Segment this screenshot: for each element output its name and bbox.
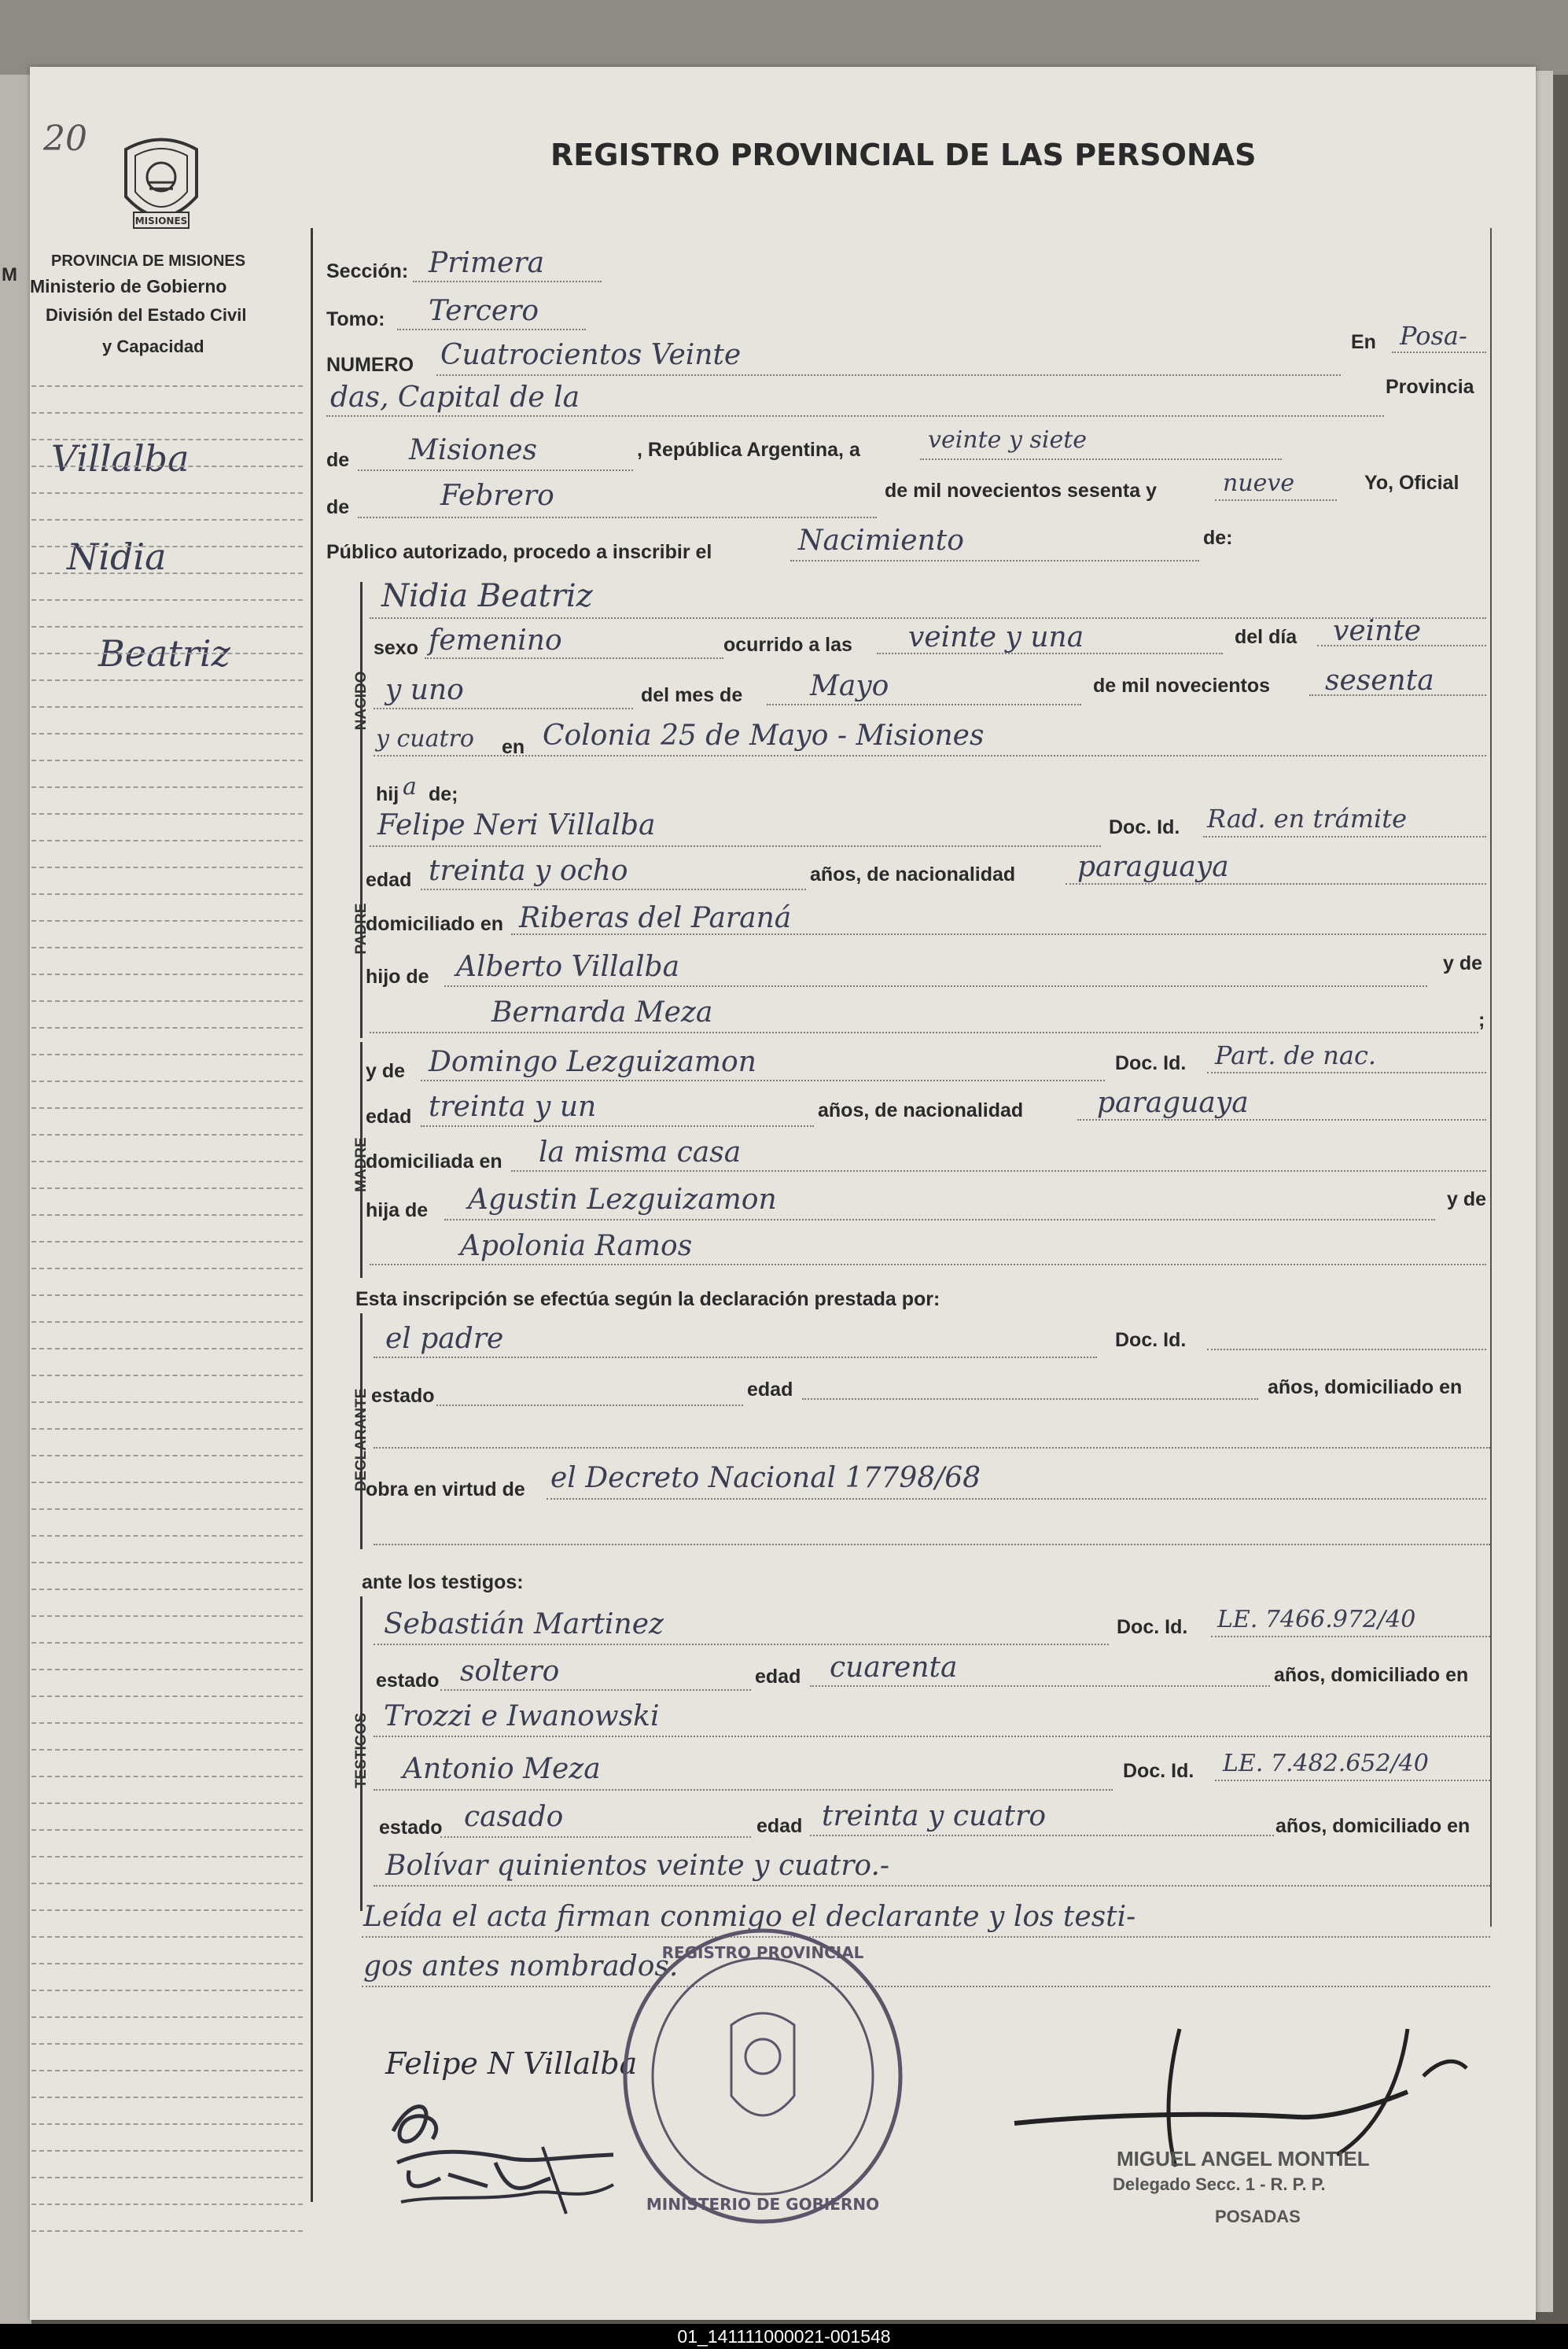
testigo2-domic-line: [374, 1885, 1490, 1887]
testigo1-anos-label: años, domiciliado en: [1274, 1664, 1469, 1686]
madre-nombre-value: Domingo Lezguizamon: [429, 1046, 756, 1078]
mes-nac-value: Mayo: [810, 670, 889, 702]
madre-hija-label: hija de: [366, 1199, 429, 1221]
testigo2-edad-line: [810, 1835, 1274, 1836]
padre-edad-line: [421, 889, 806, 890]
dia-inscr-line: [920, 458, 1282, 460]
declarante-domic-line: [374, 1447, 1490, 1449]
margin-rule-line: [31, 1081, 303, 1082]
nombre-value: Nidia Beatriz: [381, 578, 593, 614]
republica-label: , República Argentina, a: [637, 439, 860, 461]
column-divider: [311, 228, 313, 2202]
cierre-line-2: [362, 1986, 1490, 1987]
margin-rule-line: [31, 653, 303, 654]
dia-nac-value-1: veinte: [1333, 615, 1422, 647]
testigo1-estado-line: [440, 1689, 751, 1691]
margin-middle-name: Beatriz: [98, 632, 230, 675]
testigo1-doc-line: [1211, 1636, 1490, 1637]
margin-rule-line: [31, 1562, 303, 1563]
margin-rule-line: [31, 1936, 303, 1938]
padre-domicilio-label: domiciliado en: [366, 913, 504, 935]
seccion-line: [413, 281, 602, 282]
obra-line-2: [374, 1544, 1490, 1545]
margin-rule-line: [31, 2016, 303, 2018]
tomo-value: Tercero: [429, 295, 539, 327]
margin-rule-line: [31, 1883, 303, 1884]
binder-edge: [0, 75, 31, 2324]
margin-rule-line: [31, 1990, 303, 1991]
madre-nac-value: paraguaya: [1097, 1087, 1249, 1119]
numero-label: NUMERO: [326, 354, 414, 376]
hij-suffix-value: a: [403, 773, 417, 801]
margin-rule-line: [31, 1348, 303, 1349]
provincia-label: Provincia: [1386, 376, 1474, 398]
testigo1-doc-label: Doc. Id.: [1117, 1616, 1188, 1638]
margin-rule-line: [31, 2043, 303, 2045]
padre-semicolon: ;: [1478, 1009, 1485, 1031]
margin-rule-line: [31, 385, 303, 387]
inscripcion-label: Esta inscripción se efectúa según la declaración prestada por:: [355, 1288, 940, 1310]
padre-madre-line: [370, 1032, 1478, 1033]
page-stack-edge: [1536, 71, 1553, 2312]
margin-rule-line: [31, 1401, 303, 1403]
crest-text: MISIONES: [134, 215, 188, 226]
testigo2-value: Antonio Meza: [403, 1753, 601, 1785]
testigo1-line: [374, 1644, 1109, 1645]
margin-rule-line: [31, 519, 303, 521]
witness-signatures: [377, 2084, 645, 2226]
margin-rule-line: [31, 1615, 303, 1617]
acto-value: Nacimiento: [798, 525, 964, 557]
margin-rule-line: [31, 1802, 303, 1804]
testigo1-edad-label: edad: [755, 1666, 801, 1688]
margin-rule-line: [31, 920, 303, 922]
declarante-doc-line: [1207, 1349, 1486, 1350]
testigo2-anos-label: años, domiciliado en: [1275, 1815, 1470, 1837]
madre-domicilio-line: [511, 1170, 1486, 1172]
margin-rule-line: [31, 2177, 303, 2178]
margin-rule-line: [31, 1027, 303, 1029]
margin-rule-line: [31, 2204, 303, 2205]
declarante-estado-label: estado: [371, 1385, 435, 1407]
cierre-value-1: Leída el acta firman conmigo el declarante y los testi-: [363, 1901, 1136, 1933]
margin-rule-line: [31, 412, 303, 414]
madre-edad-line: [421, 1125, 814, 1127]
margin-rule-line: [31, 1000, 303, 1002]
margin-rule-line: [31, 1776, 303, 1777]
anio-inscr-value: nueve: [1223, 469, 1295, 497]
declarante-value: el padre: [385, 1323, 504, 1355]
document-title: REGISTRO PROVINCIAL DE LAS PERSONAS: [550, 138, 1257, 172]
testigo1-estado-value: soltero: [460, 1655, 560, 1688]
testigo1-domic-line: [374, 1736, 1490, 1737]
numero-value: Cuatrocientos Veinte: [440, 339, 742, 371]
ante-testigos-label: ante los testigos:: [362, 1571, 524, 1593]
margin-rule-line: [31, 626, 303, 628]
anio-nac-value-2: y cuatro: [376, 725, 474, 753]
nombre-line: [370, 617, 1486, 619]
margin-rule-line: [31, 1508, 303, 1510]
madre-doc-line: [1207, 1072, 1486, 1073]
madre-nombre-line: [421, 1080, 1105, 1081]
declarante-edad-line: [802, 1398, 1258, 1400]
yo-oficial-label: Yo, Oficial: [1364, 472, 1459, 494]
background-fabric: [0, 0, 1568, 75]
dia-nac-line-2: [374, 708, 633, 709]
margin-rule-line: [31, 1909, 303, 1911]
margin-rule-line: [31, 2150, 303, 2152]
testigo1-value: Sebastián Martinez: [384, 1608, 664, 1640]
margin-rule-line: [31, 1535, 303, 1537]
stamp-text-top: REGISTRO PROVINCIAL: [661, 1943, 864, 1962]
official-stamp: [613, 1923, 912, 2229]
margin-rule-line: [31, 1161, 303, 1162]
testigo2-estado-value: casado: [464, 1801, 564, 1833]
margin-rule-line: [31, 679, 303, 681]
declarante-line: [374, 1357, 1097, 1358]
tomo-line: [397, 329, 586, 330]
org-line-2: Ministerio de Gobierno: [30, 276, 227, 296]
padre-doc-line: [1203, 836, 1486, 838]
madre-nac-line: [1077, 1119, 1486, 1121]
margin-rule-line: [31, 1241, 303, 1243]
cierre-line-1: [362, 1936, 1490, 1938]
margin-rule-line: [31, 1107, 303, 1109]
anio-inscr-line: [1215, 499, 1337, 501]
padre-domicilio-value: Riberas del Paraná: [519, 902, 792, 934]
mes-inscr-line: [358, 517, 877, 518]
margin-rule-line: [31, 1482, 303, 1483]
testigo2-doc-value: LE. 7.482.652/40: [1223, 1750, 1429, 1777]
file-name-footer: 01_141111000021-001548: [0, 2324, 1568, 2349]
padre-hijo-label: hijo de: [366, 966, 429, 988]
padre-nombre-line: [370, 845, 1101, 847]
provincia-line: [358, 469, 633, 471]
testigo2-doc-line: [1215, 1780, 1490, 1781]
page-number: 20: [43, 119, 87, 159]
hora-value: veinte y una: [908, 621, 1084, 654]
madre-madre-value: Apolonia Ramos: [460, 1230, 693, 1262]
en-value: Posa-: [1400, 321, 1467, 351]
declarante-estado-line: [436, 1405, 743, 1406]
madre-domicilio-label: domiciliada en: [366, 1151, 502, 1173]
margin-rule-line: [31, 1642, 303, 1644]
seccion-value: Primera: [429, 247, 545, 279]
del-mes-label: del mes de: [641, 684, 743, 706]
margin-letter: M: [2, 264, 17, 285]
madre-padre-value: Agustin Lezguizamon: [468, 1184, 777, 1216]
publico-label: Público autorizado, procedo a inscribir el: [326, 541, 712, 563]
misiones-crest-icon: [118, 134, 204, 236]
margin-surname: Villalba: [51, 437, 190, 480]
margin-first-name: Nidia: [67, 536, 167, 578]
official-city: POSADAS: [1215, 2207, 1301, 2226]
sexo-value: femenino: [429, 624, 562, 657]
en-line: [1392, 352, 1486, 353]
mes-nac-line: [767, 704, 1081, 705]
padre-section-label: PADRE: [353, 903, 370, 955]
declarante-section-label: DECLARANTE: [353, 1388, 370, 1492]
padre-edad-value: treinta y ocho: [429, 855, 628, 887]
margin-rule-line: [31, 1054, 303, 1055]
margin-rule-line: [31, 466, 303, 467]
margin-rule-line: [31, 893, 303, 895]
padre-nac-label: años, de nacionalidad: [810, 863, 1016, 885]
lugar-value: das, Capital de la: [330, 381, 580, 414]
margin-rule-line: [31, 573, 303, 574]
madre-edad-label: edad: [366, 1106, 412, 1128]
lugar-nac-line: [374, 755, 1486, 757]
cierre-value-2: gos antes nombrados.: [363, 1950, 679, 1983]
org-line-4: y Capacidad: [102, 337, 204, 356]
dia-inscr-value: veinte y siete: [928, 426, 1088, 454]
testigo2-domic-value: Bolívar quinientos veinte y cuatro.-: [385, 1850, 890, 1882]
en-short-label: en: [502, 736, 525, 758]
margin-rule-line: [31, 1428, 303, 1430]
margin-rule-line: [31, 813, 303, 815]
margin-rule-line: [31, 2123, 303, 2125]
madre-y-de-2-label: y de: [1447, 1188, 1487, 1210]
firma-padre: Felipe N Villalba: [385, 2046, 638, 2081]
nacido-section-label: NACIDO: [353, 671, 370, 731]
lugar-nac-value: Colonia 25 de Mayo - Misiones: [543, 720, 985, 752]
margin-rule-line: [31, 1214, 303, 1216]
margin-rule-line: [31, 1749, 303, 1751]
de-label-1: de: [326, 449, 350, 471]
testigo2-doc-label: Doc. Id.: [1123, 1760, 1194, 1782]
padre-nac-value: paraguaya: [1077, 851, 1229, 883]
official-name: MIGUEL ANGEL MONTIEL: [1117, 2147, 1370, 2170]
org-line-3: División del Estado Civil: [46, 305, 247, 325]
testigo2-line: [374, 1789, 1113, 1791]
margin-rule-line: [31, 1669, 303, 1670]
obra-label: obra en virtud de: [366, 1478, 525, 1500]
testigo1-domic-value: Trozzi e Iwanowski: [384, 1700, 660, 1732]
padre-y-de-label: y de: [1443, 952, 1483, 974]
margin-rule-line: [31, 760, 303, 761]
margin-rule-line: [31, 1268, 303, 1269]
margin-rule-line: [31, 786, 303, 788]
padre-doc-value: Rad. en trámite: [1207, 804, 1408, 834]
margin-rule-line: [31, 492, 303, 494]
obra-line: [547, 1498, 1486, 1500]
madre-edad-value: treinta y un: [429, 1091, 597, 1123]
testigo1-doc-value: LE. 7466.972/40: [1217, 1606, 1416, 1633]
testigos-section-label: TESTIGOS: [353, 1712, 370, 1789]
anio-nac-value-1: sesenta: [1325, 665, 1434, 697]
margin-rule-line: [31, 546, 303, 547]
margin-rule-line: [31, 974, 303, 975]
margin-rule-line: [31, 706, 303, 708]
hij-label: hij: [376, 783, 399, 805]
official-role: Delegado Secc. 1 - R. P. P.: [1113, 2174, 1326, 2194]
testigo2-edad-label: edad: [756, 1815, 803, 1837]
de-mil-label: de mil novecientos: [1093, 675, 1271, 697]
madre-madre-line: [370, 1264, 1486, 1265]
margin-rule-line: [31, 1722, 303, 1724]
madre-padre-line: [444, 1219, 1435, 1221]
margin-rule-line: [31, 2230, 303, 2232]
margin-rule-line: [31, 867, 303, 868]
declarante-doc-label: Doc. Id.: [1115, 1329, 1187, 1351]
sexo-label: sexo: [374, 637, 418, 659]
testigo1-edad-line: [810, 1685, 1270, 1687]
padre-nombre-value: Felipe Neri Villalba: [377, 809, 656, 841]
org-line-1: PROVINCIA DE MISIONES: [51, 252, 246, 270]
padre-edad-label: edad: [366, 869, 412, 891]
stamp-text-bottom: MINISTERIO DE GOBIERNO: [646, 2195, 880, 2214]
testigo2-edad-value: treinta y cuatro: [822, 1800, 1046, 1832]
madre-domicilio-value: la misma casa: [539, 1136, 742, 1169]
margin-rule-line: [31, 1695, 303, 1697]
margin-rule-line: [31, 840, 303, 841]
decreto-value: el Decreto Nacional 17798/68: [550, 1462, 981, 1494]
mes-inscr-value: Febrero: [440, 480, 554, 512]
provincia-value: Misiones: [409, 434, 538, 466]
margin-rule-line: [31, 947, 303, 948]
de-colon-label: de:: [1203, 527, 1233, 549]
margin-rule-line: [31, 599, 303, 601]
testigo2-estado-line: [440, 1836, 751, 1838]
margin-rule-line: [31, 1589, 303, 1590]
margin-rule-line: [31, 1963, 303, 1964]
sexo-line: [425, 657, 723, 659]
dia-nac-value-2: y uno: [385, 674, 464, 706]
lugar-line: [326, 415, 1384, 417]
margin-rule-line: [31, 1294, 303, 1296]
padre-madre-value: Bernarda Meza: [491, 996, 713, 1029]
testigo1-estado-label: estado: [376, 1670, 440, 1692]
margin-rule-line: [31, 1375, 303, 1376]
declarante-anos-label: años, domiciliado en: [1268, 1376, 1463, 1398]
madre-section-label: MADRE: [353, 1137, 370, 1192]
ocurrido-label: ocurrido a las: [723, 634, 852, 656]
margin-rule-line: [31, 1321, 303, 1323]
del-dia-label: del día: [1235, 626, 1297, 648]
margin-rule-line: [31, 1455, 303, 1456]
margin-rule-line: [31, 1187, 303, 1189]
acto-line: [790, 560, 1199, 561]
numero-line: [436, 374, 1341, 376]
de-label-2: de: [326, 496, 350, 518]
madre-nac-label: años, de nacionalidad: [818, 1099, 1024, 1121]
margin-rule-line: [31, 1829, 303, 1831]
padre-padre-line: [444, 985, 1427, 987]
margin-rule-line: [31, 2070, 303, 2071]
margin-rule-line: [31, 1856, 303, 1857]
testigo1-edad-value: cuarenta: [830, 1651, 958, 1684]
padre-nac-line: [1066, 883, 1486, 885]
padre-padre-value: Alberto Villalba: [456, 951, 680, 983]
margin-rule-line: [31, 733, 303, 735]
margin-rule-line: [31, 439, 303, 440]
testigo2-estado-label: estado: [379, 1817, 443, 1839]
padre-doc-label: Doc. Id.: [1109, 816, 1180, 838]
margin-rule-line: [31, 2097, 303, 2098]
mil-sesenta-label: de mil novecientos sesenta y: [885, 480, 1157, 502]
tomo-label: Tomo:: [326, 308, 385, 330]
madre-y-de-label: y de: [366, 1060, 406, 1082]
madre-doc-value: Part. de nac.: [1215, 1040, 1377, 1070]
right-border: [1490, 228, 1492, 1927]
seccion-label: Sección:: [326, 260, 409, 282]
madre-doc-label: Doc. Id.: [1115, 1052, 1187, 1074]
margin-rule-line: [31, 1134, 303, 1136]
declarante-edad-label: edad: [747, 1379, 793, 1401]
de-semi-label: de;: [429, 783, 458, 805]
en-label: En: [1351, 331, 1376, 353]
